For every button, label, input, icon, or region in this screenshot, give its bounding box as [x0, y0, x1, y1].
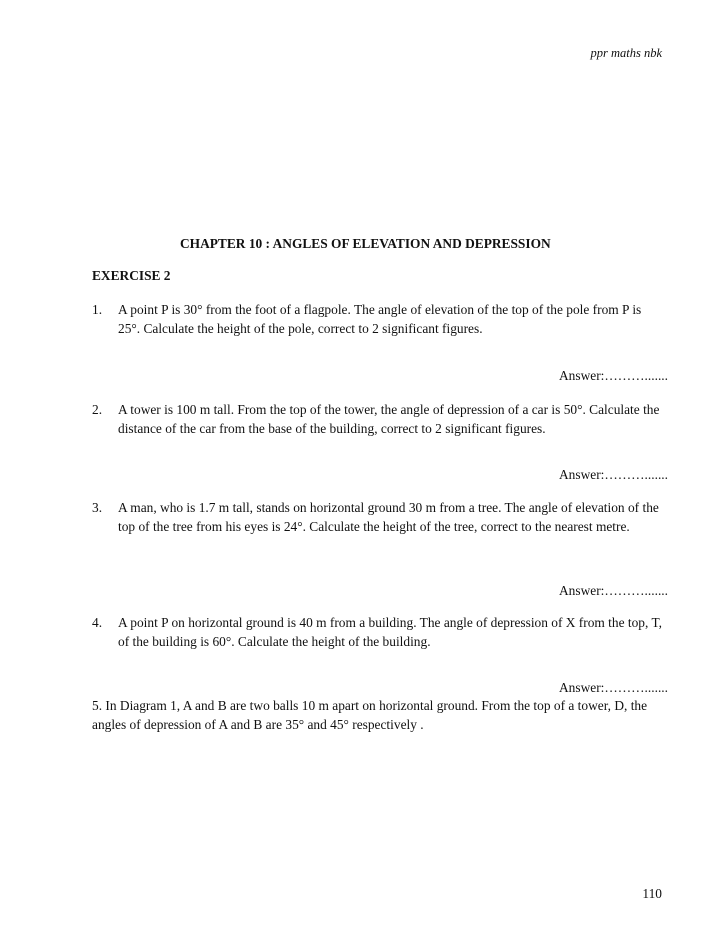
question-5: 5. In Diagram 1, A and B are two balls 10 m apart on horizontal ground. From the top of a tower, D, the angles of depression of A and B are 35° and 45° respectively . [92, 698, 648, 732]
exercise-title: EXERCISE 2 [92, 268, 171, 283]
answer-line-3: Answer:………....... [559, 583, 668, 598]
answer-line-1: Answer:………....... [559, 368, 668, 383]
page-number: 110 [642, 886, 662, 901]
question-number: 3. [92, 500, 103, 515]
question-number: 1. [92, 302, 103, 317]
answer-line-4: Answer:………....... [559, 680, 668, 695]
page-header: ppr maths nbk [590, 46, 662, 60]
question-text: A man, who is 1.7 m tall, stands on horizontal ground 30 m from a tree. The angle of elevation of the top of the tree from his eyes is 24°. Calculate the height of the tree, correct to the nearest metre. [118, 500, 659, 534]
question-text: A point P on horizontal ground is 40 m from a building. The angle of depression of X from the top, T, of the building is 60°. Calculate the height of the building. [118, 615, 662, 649]
question-2 [92, 400, 666, 438]
question-text: A tower is 100 m tall. From the top of the tower, the angle of depression of a car is 50°. Calculate the distance of the car from the base of the building, correct to 2 significant figures. [118, 402, 660, 436]
question-number: 2. [92, 402, 103, 417]
question-text: A point P is 30° from the foot of a flagpole. The angle of elevation of the top of the pole from P is 25°. Calculate the height of the pole, correct to 2 significant figures. [118, 302, 642, 336]
answer-line-2: Answer:………....... [559, 467, 668, 482]
question-4 [92, 613, 666, 651]
chapter-title: CHAPTER 10 : ANGLES OF ELEVATION AND DEPRESSION [180, 236, 551, 251]
question-number: 4. [92, 615, 103, 630]
question-1 [92, 300, 666, 338]
question-3 [92, 498, 666, 536]
